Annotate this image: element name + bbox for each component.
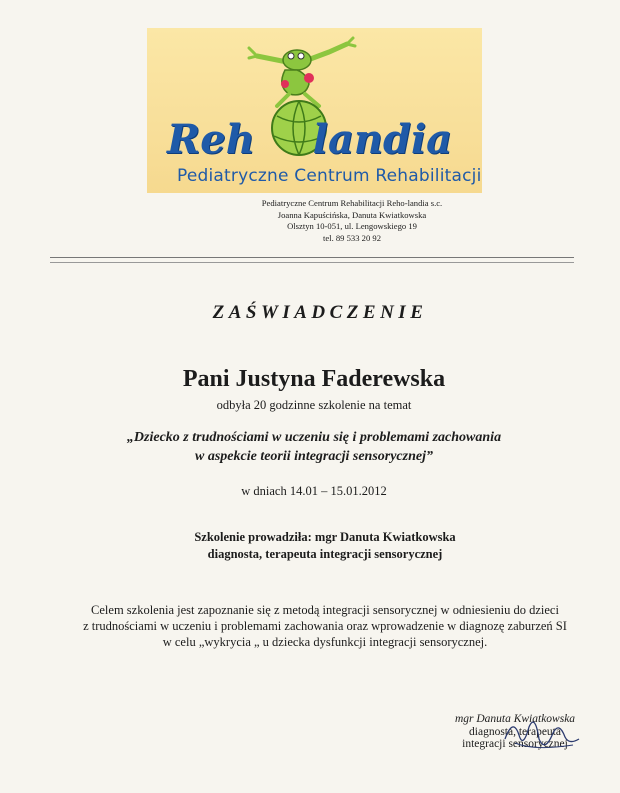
address-line: Pediatryczne Centrum Rehabilitacji Reho-landia s.c. [261, 198, 443, 208]
address-line: Olsztyn 10-051, ul. Lengowskiego 19 [287, 221, 417, 231]
organization-address [232, 198, 472, 244]
purpose-line: Celem szkolenia jest zapoznanie się z metodą integracji sensorycznej w odniesieniu do dzieci [91, 603, 559, 617]
training-topic [0, 428, 620, 466]
signatory-role: integracji sensorycznej [462, 738, 568, 750]
trainer-name: Szkolenie prowadziła: mgr Danuta Kwiatkowska [194, 530, 456, 544]
logo-banner [147, 28, 482, 193]
address-phone: tel. 89 533 20 92 [322, 232, 381, 243]
topic-line: „Dziecko z trudnościami w uczeniu się i problemami zachowania [126, 430, 502, 445]
recipient-name: Pani Justyna Faderewska [182, 366, 446, 392]
purpose-line: z trudnościami w uczeniu i problemami zachowania oraz wprowadzenie w diagnozę zaburzeń SI [83, 619, 567, 633]
signatory-role: diagnosta, terapeuta [469, 725, 561, 738]
training-dates: w dniach 14.01 – 15.01.2012 [241, 484, 387, 498]
logo-wordmark-right: landia [312, 116, 453, 163]
address-line: Joanna Kapuścińska, Danuta Kwiatkowska [277, 209, 427, 220]
signatory-name: mgr Danuta Kwiatkowska [454, 713, 576, 725]
header-divider [50, 257, 574, 263]
logo-wordmark [167, 116, 452, 163]
training-purpose [0, 602, 620, 650]
logo-tagline: Pediatryczne Centrum Rehabilitacji [177, 166, 482, 186]
logo-wordmark-left: Reh [167, 116, 255, 163]
trainer-info [0, 529, 620, 563]
handwritten-signature [495, 709, 585, 759]
document-title: ZAŚWIADCZENIE [212, 302, 428, 323]
topic-line: w aspekcie teorii integracji sensorycznej” [195, 449, 433, 464]
signature-block [440, 713, 590, 751]
purpose-line: w celu „wykrycia „ u dziecka dysfunkcji integracji sensorycznej. [162, 635, 488, 649]
trainer-role: diagnosta, terapeuta integracji sensorycznej [207, 547, 443, 561]
training-description: odbyła 20 godzinne szkolenie na temat [216, 398, 412, 412]
